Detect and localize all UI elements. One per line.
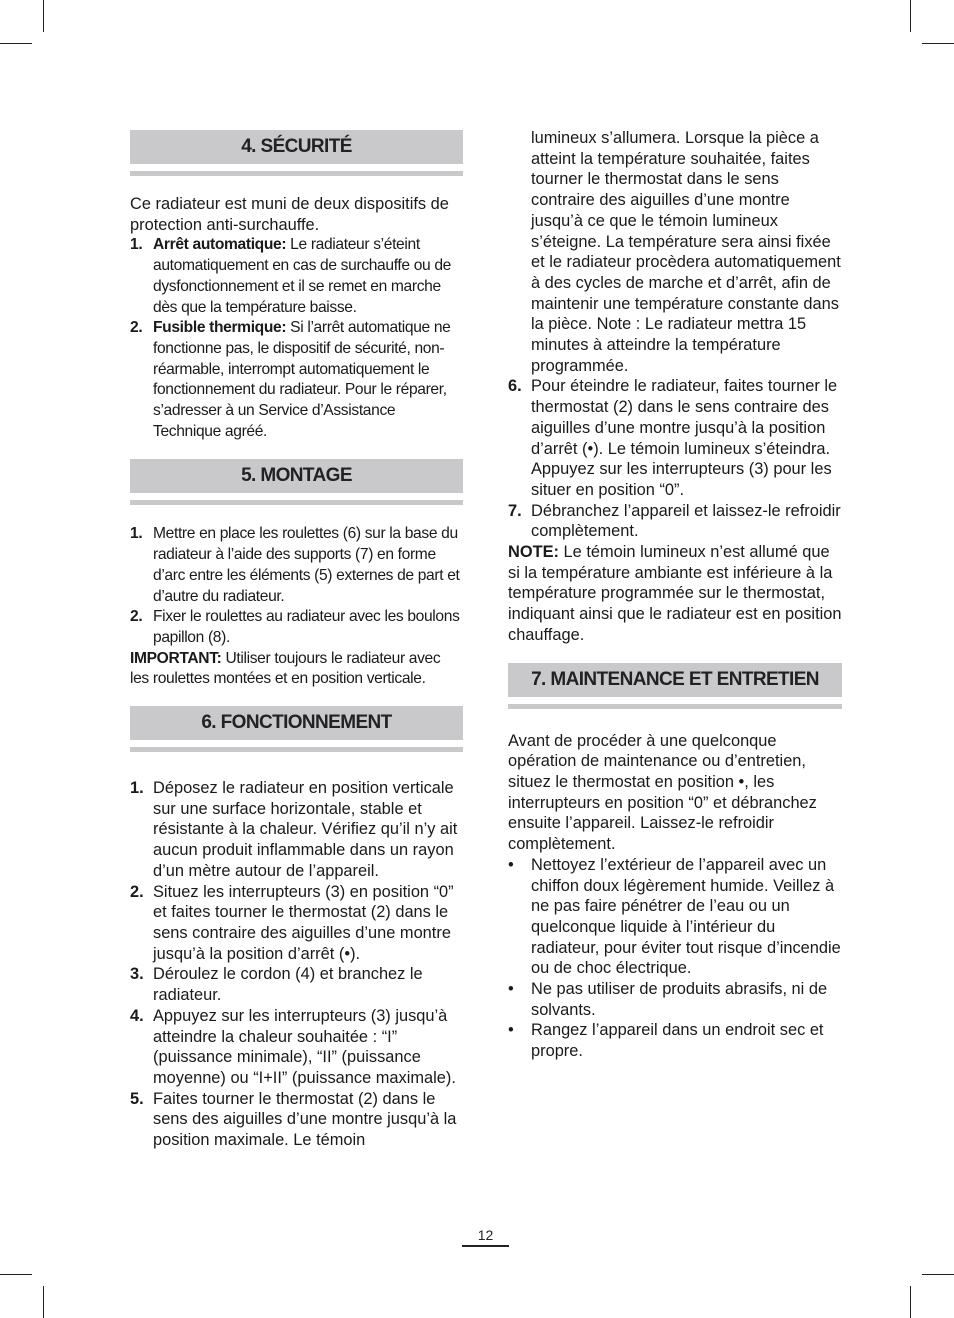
item-text: Ne pas utiliser de produits abrasifs, ni de solvants. xyxy=(531,980,828,1019)
note-lead: NOTE: xyxy=(508,543,559,562)
item-text: Déroulez le cordon (4) et branchez le radiateur. xyxy=(153,965,423,1005)
heading-rule xyxy=(130,747,463,752)
montage-list xyxy=(130,524,463,648)
bullet-icon: • xyxy=(508,855,514,874)
item-lead: Fusible thermique: xyxy=(153,319,287,337)
fonctionnement-list-continued xyxy=(508,376,842,542)
maintenance-intro: Avant de procéder à une quelconque opération de maintenance ou d’entretien, situez le thermostat en position •, les interrupteurs en position “0” et débranchez ensuite l’appareil. Laissez-le refroidir complètement. xyxy=(508,731,817,854)
item-text: Pour éteindre le radiateur, faites tourner le thermostat (2) dans le sens contraire des aiguilles d’une montre jusqu’à la position d’arrêt (•). Le témoin lumineux s’éteindra. Appuyez sur les interrupteurs (3) pour les situer en position “0”. xyxy=(531,377,838,499)
page-number: 12 xyxy=(477,1227,494,1243)
item-number: 2. xyxy=(130,608,143,626)
list-item xyxy=(130,607,463,648)
fonctionnement-list xyxy=(130,778,463,1151)
crop-mark xyxy=(910,0,911,32)
list-item xyxy=(130,1089,463,1151)
item-number: 4. xyxy=(130,1006,144,1025)
item-text: Si l’arrêt automatique ne fonctionne pas, le dispositif de sécurité, non-réarmable, interrompt automatiquement le fonctionnement du radiateur. Pour le réparer, s’adresser à un Service d’Assistance Technique agréé. xyxy=(153,319,451,440)
list-item xyxy=(130,882,463,965)
list-item xyxy=(508,1020,842,1061)
item-text: Appuyez sur les interrupteurs (3) jusqu’à atteindre la chaleur souhaitée : “I” (puissance minimale), “II” (puissance moyenne) ou “I+II” (puissance maximale). xyxy=(153,1006,456,1087)
item-text: Nettoyez l’extérieur de l’appareil avec un chiffon doux légèrement humide. Veillez à ne pas faire pénétrer de l’eau ou un quelconque liquide à l’intérieur du radiateur, pour éviter tout risque d’incendie ou de choc électrique. xyxy=(531,855,841,978)
note-text: Le témoin lumineux n’est allumé que si la température ambiante est inférieure à la température programmée sur le thermostat, indiquant ainsi que le radiateur est en position chauffage. xyxy=(508,543,842,644)
list-item xyxy=(508,501,842,542)
fonctionnement-continuation: lumineux s’allumera. Lorsque la pièce a atteint la température souhaitée, faites tourner le thermostat dans le sens contraire des aiguilles d’une montre jusqu’à ce que le témoin lumineux s’éteigne. La température sera ainsi fixée et le radiateur procèdera automatiquement à des cycles de marche et d’arrêt, afin de maintenir une température constante dans la pièce. Note : Le radiateur mettra 15 minutes à atteindre la température programmée. xyxy=(531,129,841,375)
securite-intro: Ce radiateur est muni de deux dispositifs de protection anti-surchauffe. xyxy=(130,195,449,234)
item-text: Situez les interrupteurs (3) en position “0” et faites tourner le thermostat (2) dans le sens contraire des aiguilles d’une montre jusqu’à la position d’arrêt (•). xyxy=(153,882,454,963)
crop-mark xyxy=(922,1274,954,1275)
heading-rule xyxy=(130,500,463,505)
crop-mark xyxy=(0,43,32,44)
important-lead: IMPORTANT: xyxy=(130,649,222,667)
important-note xyxy=(130,649,463,690)
section-heading-montage: 5. MONTAGE xyxy=(130,459,463,493)
heading-rule xyxy=(508,704,842,709)
item-number: 1. xyxy=(130,236,143,254)
maintenance-list xyxy=(508,855,842,1062)
list-item xyxy=(130,778,463,882)
list-item xyxy=(130,318,463,442)
item-number: 1. xyxy=(130,779,144,798)
heading-rule xyxy=(130,171,463,176)
list-item xyxy=(508,376,842,500)
item-text: Déposez le radiateur en position verticale sur une surface horizontale, stable et résistante à la chaleur. Vérifiez qu’il n’y ait aucun produit inflammable dans un rayon d’un mètre autour de l’appareil. xyxy=(153,779,458,880)
securite-list xyxy=(130,235,463,442)
page-number-underline xyxy=(462,1245,509,1247)
crop-mark xyxy=(910,1286,911,1318)
item-number: 1. xyxy=(130,525,143,543)
crop-mark xyxy=(43,1286,44,1318)
item-lead: Arrêt automatique: xyxy=(153,236,287,254)
item-text: Débranchez l’appareil et laissez-le refroidir complètement. xyxy=(531,501,841,541)
item-text: Fixer le roulettes au radiateur avec les boulons papillon (8). xyxy=(153,608,460,646)
bullet-icon: • xyxy=(508,980,514,999)
item-number: 2. xyxy=(130,319,143,337)
item-number: 5. xyxy=(130,1089,144,1108)
item-number: 7. xyxy=(508,501,522,520)
bullet-icon: • xyxy=(508,1021,514,1040)
list-item xyxy=(508,855,842,979)
list-item xyxy=(130,524,463,607)
crop-mark xyxy=(43,0,44,32)
item-text: Le radiateur s’éteint automatiquement en cas de surchauffe ou de dysfonctionnement et il se remet en marche dès que la température baisse. xyxy=(153,236,451,316)
left-column xyxy=(130,130,463,1151)
list-item xyxy=(130,235,463,318)
item-text: Faites tourner le thermostat (2) dans le sens des aiguilles d’une montre jusqu’à la position maximale. Le témoin xyxy=(153,1089,457,1150)
right-column xyxy=(508,128,842,1062)
important-text: Utiliser toujours le radiateur avec les roulettes montées et en position verticale. xyxy=(130,649,441,688)
crop-mark xyxy=(922,43,954,44)
list-item xyxy=(130,1006,463,1089)
item-text: Rangez l’appareil dans un endroit sec et propre. xyxy=(531,1021,824,1061)
list-item xyxy=(130,964,463,1005)
list-item xyxy=(508,979,842,1020)
crop-mark xyxy=(0,1274,32,1275)
item-number: 3. xyxy=(130,965,144,984)
section-heading-maintenance: 7. MAINTENANCE ET ENTRETIEN xyxy=(508,663,842,697)
section-heading-fonctionnement: 6. FONCTIONNEMENT xyxy=(130,706,463,740)
item-text: Mettre en place les roulettes (6) sur la base du radiateur à l’aide des supports (7) en forme d’arc entre les éléments (5) externes de part et d’autre du radiateur. xyxy=(153,525,460,605)
fonctionnement-note xyxy=(508,542,842,646)
item-number: 2. xyxy=(130,882,144,901)
section-heading-securite: 4. SÉCURITÉ xyxy=(130,130,463,164)
item-number: 6. xyxy=(508,377,522,396)
